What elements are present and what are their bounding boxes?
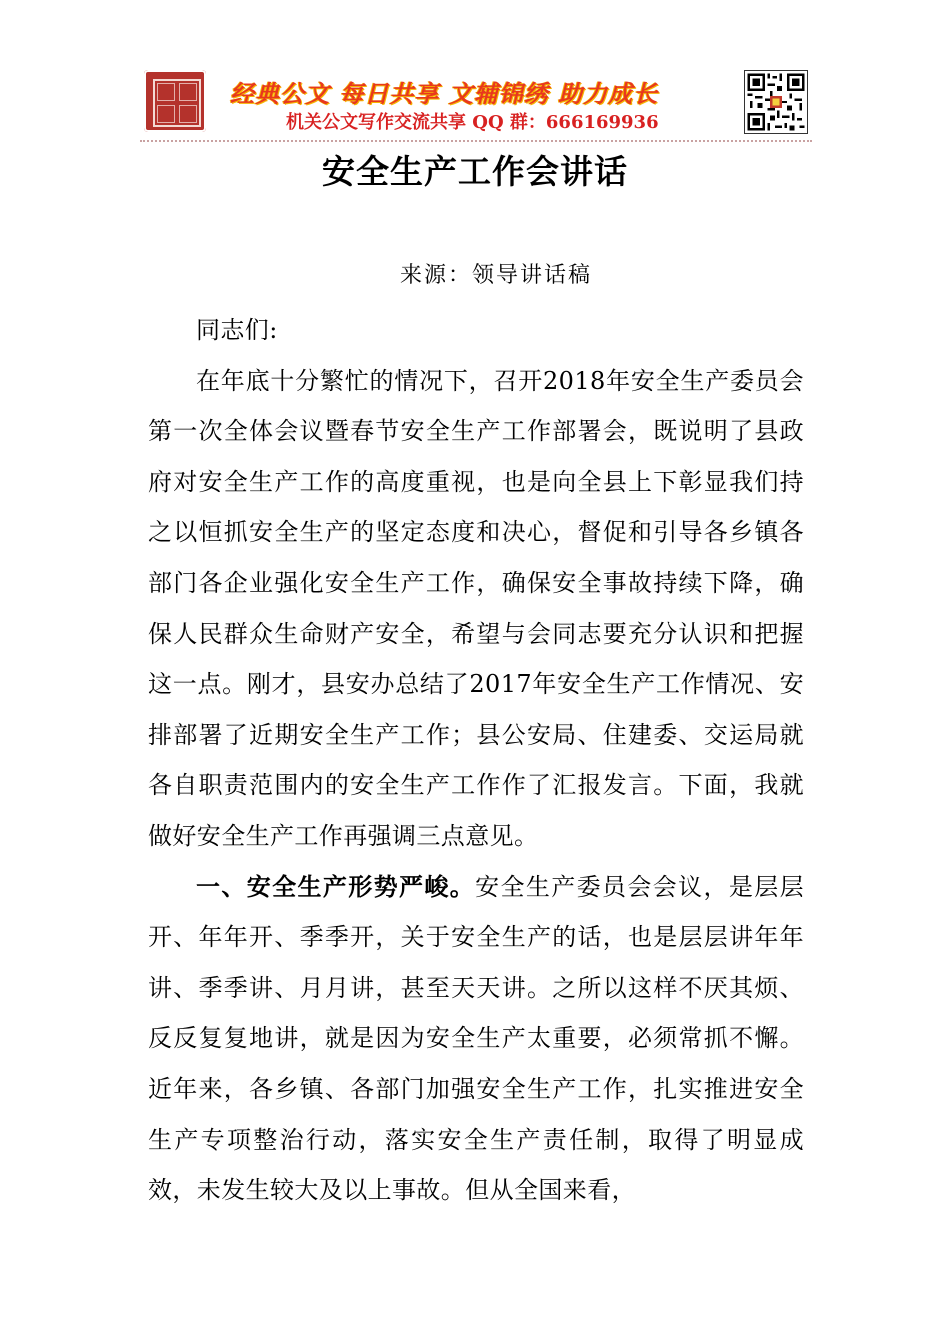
header-banner [140,62,812,142]
greeting: 同志们: [196,316,278,344]
paragraph-intro: 在年底十分繁忙的情况下，召开2018年安全生产委员会第一次全体会议暨春节安全生产工作部署会，既说明了县政府对安全生产工作的高度重视，也是向全县上下彰显我们持之以恒抓安全生产的坚定态度和决心，督促和引导各乡镇各部门各企业强化安全生产工作，确保安全事故持续下降，确保人民群众生命财产安全，希望与会同志要充分认识和把握这一点。刚才，县安办总结了2017年安全生产工作情况、安排部署了近期安全生产工作；县公安局、住建委、交运局就各自职责范围内的安全生产工作作了汇报发言。下面，我就做好安全生产工作再强调三点意见。 [148,366,804,850]
banner-slogan: 经典公文 每日共享 文辅锦绣 助力成长 [230,80,659,108]
document-source: 来源：领导讲话稿 [400,263,593,288]
section-1-heading: 一、安全生产形势严峻。 [196,872,476,901]
qr-code-icon [744,70,808,134]
banner-qq-group: 机关公文写作交流共享 QQ 群：666169936 [286,112,659,133]
section-1-text: 安全生产委员会会议，是层层开、年年开、季季开，关于安全生产的话，也是层层讲年年讲、季季讲、月月讲，甚至天天讲。之所以这样不厌其烦、反反复复地讲，就是因为安全生产太重要，必须常抓不懈。近年来，各乡镇、各部门加强安全生产工作，扎实推进安全生产专项整治行动，落实安全生产责任制，取得了明显成效，未发生较大及以上事故。但从全国来看， [148,872,804,1205]
document-body [148,305,804,1216]
seal-logo [144,70,206,132]
document-title: 安全生产工作会讲话 [322,152,628,191]
paragraph-section-1 [148,862,804,1216]
